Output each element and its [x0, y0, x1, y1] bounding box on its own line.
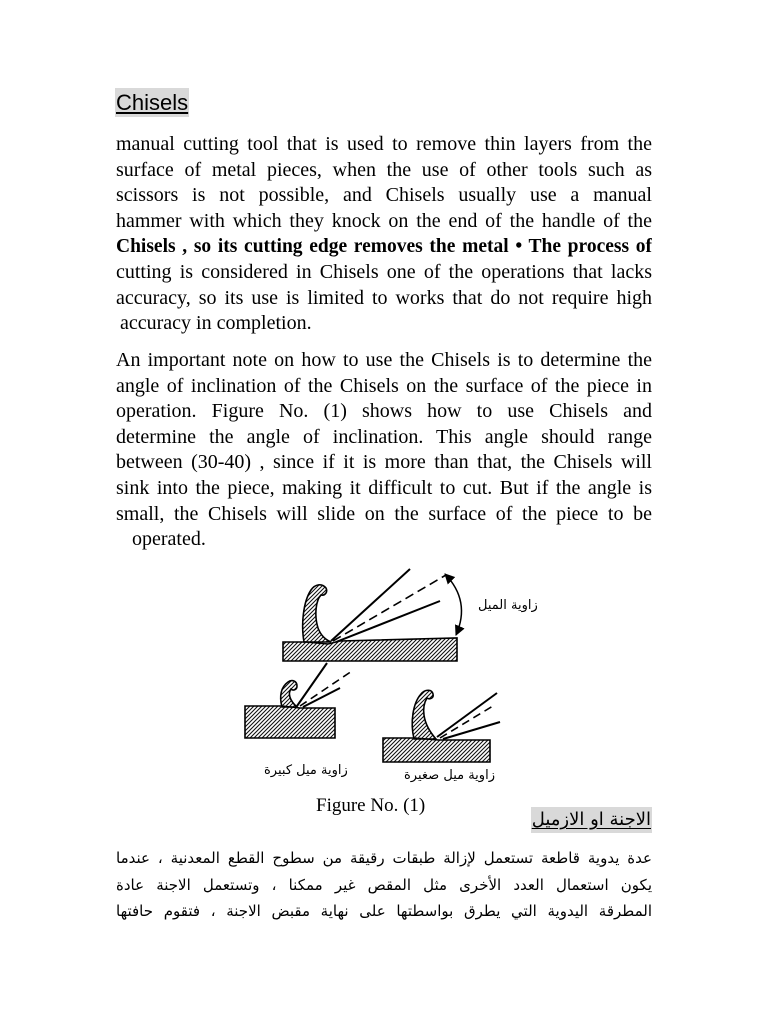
text-line: surface of metal pieces, when the use of other tools such as	[116, 158, 652, 181]
metal-chip-curl	[281, 681, 297, 707]
figure-large-angle-diagram	[245, 663, 352, 738]
small-angle-label: زاوية ميل صغيرة	[404, 768, 495, 783]
chisel-axis-dashed	[333, 575, 446, 641]
chisel-upper-edge	[437, 693, 497, 737]
text-line: accuracy, so its use is limited to works that do not require high	[116, 286, 652, 309]
paragraph-usage-note	[116, 348, 652, 553]
text-line: determine the angle of inclination. This angle should range	[116, 425, 652, 448]
text-line: An important note on how to use the Chisels is to determine the	[116, 349, 652, 371]
angle-label: زاوية الميل	[478, 598, 538, 613]
chisel-upper-edge	[297, 663, 327, 706]
text-line: small, the Chisels will slide on the surface of the piece to be	[116, 502, 652, 525]
text-line: hammer with which they knock on the end of the handle of the	[116, 209, 652, 232]
workpiece-plate	[383, 738, 490, 762]
figure-top-diagram	[283, 569, 461, 661]
workpiece-plate	[245, 706, 335, 738]
text-line: cutting is considered in Chisels one of the operations that lacks	[116, 260, 652, 283]
chisel-angle-figure	[230, 560, 560, 795]
text-line: scissors is not possible, and Chisels usually use a manual	[116, 184, 652, 207]
text-line: operated.	[132, 528, 206, 551]
text-line-emphasis: Chisels , so its cutting edge removes the metal • The process of	[116, 236, 652, 258]
chisel-diagram	[230, 560, 560, 795]
text-line: angle of inclination of the Chisels on the surface of the piece in	[116, 374, 652, 397]
arabic-text-line: عدة يدوية قاطعة تستعمل لإزالة طبقات رقيقة من سطوح القطع المعدنية ، عندما	[116, 849, 652, 867]
arabic-text-line: يكون استعمال العدد الأخرى مثل المقص غير ممكنا ، وتستعمل الاجنة عادة	[116, 875, 652, 894]
text-line: sink into the piece, making it difficult to cut. But if the angle is	[116, 476, 652, 499]
arabic-text-line: المطرقة اليدوية التي يطرق بواسطتها على نهاية مقبض الاجنة ، فتقوم حافتها	[116, 902, 652, 920]
chisel-axis-dashed	[440, 706, 493, 738]
paragraph-definition	[116, 132, 652, 337]
metal-chip-curl	[412, 690, 436, 739]
text-line: accuracy in completion.	[120, 312, 312, 335]
chisel-axis-dashed	[300, 671, 352, 706]
section-title: Chisels	[116, 90, 189, 115]
text-line: operation. Figure No. (1) shows how to use Chisels and	[116, 400, 652, 423]
text-line: manual cutting tool that is used to remove thin layers from the	[116, 133, 652, 155]
chisel-upper-edge	[331, 569, 410, 641]
angle-arc	[445, 574, 461, 635]
arabic-paragraph	[116, 845, 652, 925]
arabic-section-title: الاجنة او الازميل	[531, 807, 652, 833]
metal-chip-curl	[303, 585, 331, 642]
figure-caption: Figure No. (1)	[316, 795, 426, 816]
text-line: between (30-40) , since if it is more than that, the Chisels will	[116, 451, 652, 474]
large-angle-label: زاوية ميل كبيرة	[264, 763, 348, 778]
figure-small-angle-diagram	[383, 690, 500, 762]
